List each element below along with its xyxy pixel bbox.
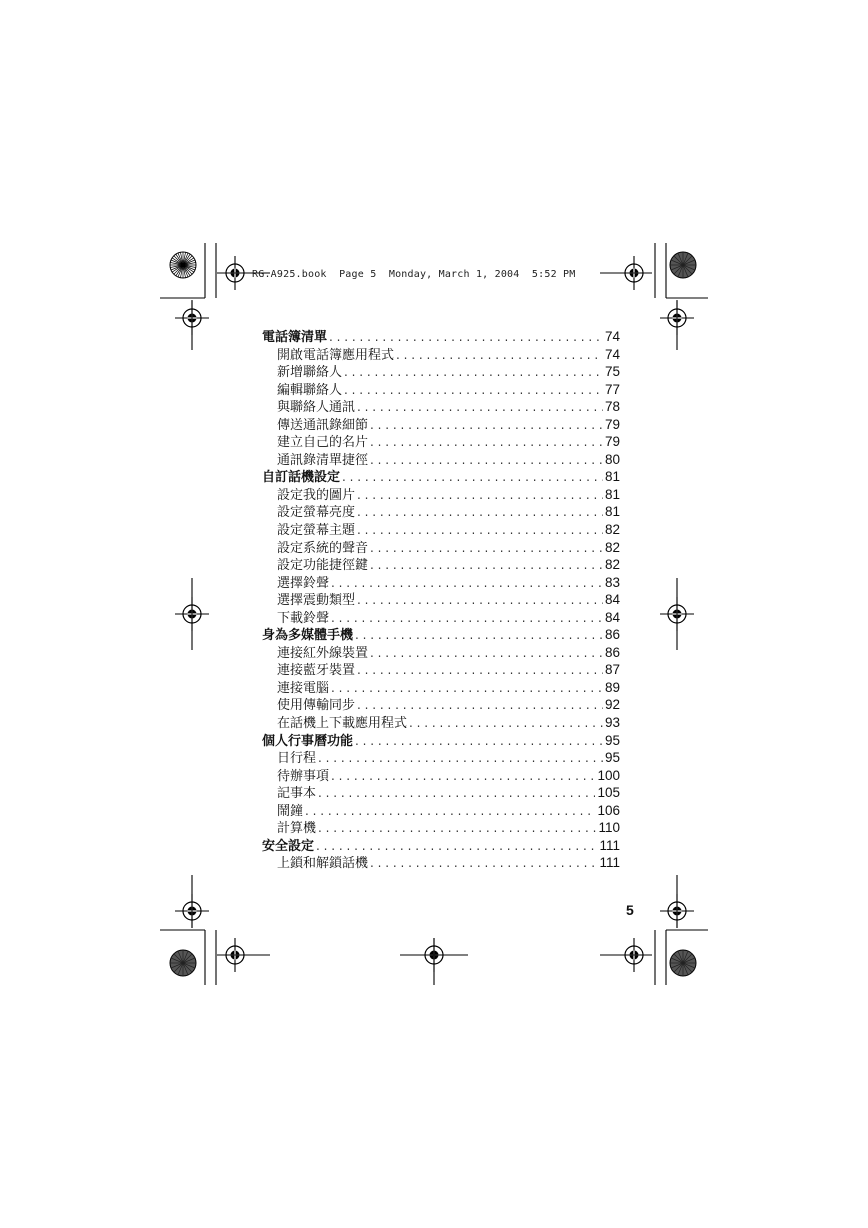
dot-leader [331, 768, 595, 786]
dot-leader [370, 417, 603, 435]
toc-section-entry [262, 626, 620, 644]
toc-entry [262, 503, 620, 521]
toc-section-entry [262, 468, 620, 486]
toc-entry-page: 82 [604, 557, 620, 573]
toc-entry-page: 75 [604, 364, 620, 380]
dot-leader [357, 662, 603, 680]
toc-entry-page: 83 [604, 574, 620, 590]
dot-leader [370, 645, 603, 663]
table-of-contents [262, 328, 620, 872]
dot-leader [331, 610, 603, 628]
toc-entry-title: 自訂話機設定 [262, 470, 341, 486]
dot-leader [396, 347, 603, 365]
toc-entry [262, 363, 620, 381]
toc-entry-page: 87 [604, 662, 620, 678]
toc-section-entry [262, 837, 620, 855]
dot-leader [316, 838, 597, 856]
dot-leader [409, 715, 603, 733]
toc-entry-title: 使用傳輸同步 [277, 698, 356, 714]
toc-entry-title: 個人行事曆功能 [262, 733, 354, 749]
book-header: RG.A925.book Page 5 Monday, March 1, 2004 5:52 PM [252, 269, 576, 280]
toc-entry [262, 346, 620, 364]
dot-leader [357, 522, 603, 540]
dot-leader [318, 785, 595, 803]
dot-leader [355, 733, 603, 751]
toc-entry-page: 93 [604, 715, 620, 731]
toc-entry [262, 433, 620, 451]
page-number: 5 [626, 902, 634, 918]
toc-entry-title: 新增聯絡人 [277, 365, 343, 381]
toc-entry [262, 591, 620, 609]
toc-entry-page: 106 [597, 802, 620, 818]
dot-leader [370, 855, 597, 873]
dot-leader [318, 820, 596, 838]
toc-entry-title: 電話簿清單 [262, 330, 328, 345]
toc-entry-page: 89 [604, 679, 620, 695]
toc-entry-page: 82 [604, 522, 620, 538]
toc-entry-title: 連接電腦 [277, 680, 330, 696]
dot-leader [357, 504, 603, 522]
toc-entry-page: 79 [604, 434, 620, 450]
toc-entry-page: 79 [604, 416, 620, 432]
toc-entry [262, 661, 620, 679]
dot-leader [342, 469, 603, 487]
toc-entry-page: 81 [604, 486, 620, 502]
dot-leader [331, 680, 603, 698]
toc-entry [262, 486, 620, 504]
toc-entry [262, 609, 620, 627]
toc-entry-title: 編輯聯絡人 [277, 382, 343, 398]
dot-leader [305, 803, 595, 821]
toc-entry [262, 749, 620, 767]
toc-entry [262, 784, 620, 802]
toc-entry [262, 556, 620, 574]
toc-entry-title: 待辦事項 [277, 768, 330, 784]
toc-entry-title: 與聯絡人通訊 [277, 400, 356, 416]
toc-entry [262, 416, 620, 434]
toc-entry-title: 記事本 [277, 786, 317, 802]
toc-entry-page: 78 [604, 399, 620, 415]
toc-entry-title: 下載鈴聲 [277, 610, 330, 626]
dot-leader [370, 434, 603, 452]
toc-entry-page: 81 [604, 504, 620, 520]
toc-entry-title: 設定螢幕亮度 [277, 505, 356, 521]
toc-entry-title: 設定螢幕主題 [277, 523, 356, 539]
toc-entry-title: 傳送通訊錄細節 [277, 417, 369, 433]
toc-entry-page: 81 [604, 469, 620, 485]
toc-section-entry [262, 732, 620, 750]
toc-entry-page: 74 [604, 346, 620, 362]
toc-entry-title: 選擇震動類型 [277, 593, 356, 609]
toc-entry-page: 92 [604, 697, 620, 713]
dot-leader [357, 592, 603, 610]
toc-entry-page: 86 [604, 627, 620, 643]
toc-entry-page: 84 [604, 609, 620, 625]
toc-entry-page: 74 [604, 329, 620, 344]
toc-entry [262, 696, 620, 714]
toc-section-entry [262, 328, 620, 346]
dot-leader [357, 697, 603, 715]
toc-entry [262, 854, 620, 872]
dot-leader [357, 487, 603, 505]
toc-entry-title: 連接紅外線裝置 [277, 645, 369, 661]
toc-entry-title: 連接藍牙裝置 [277, 663, 356, 679]
toc-entry-page: 86 [604, 644, 620, 660]
toc-entry-title: 開啟電話簿應用程式 [277, 347, 395, 363]
toc-entry-page: 111 [599, 837, 620, 853]
toc-entry [262, 521, 620, 539]
dot-leader [357, 399, 603, 417]
toc-entry-title: 通訊錄清單捷徑 [277, 452, 369, 468]
toc-entry [262, 451, 620, 469]
toc-entry-page: 84 [604, 592, 620, 608]
toc-entry-title: 日行程 [277, 751, 317, 767]
toc-entry [262, 679, 620, 697]
dot-leader [355, 627, 603, 645]
toc-entry-title: 設定我的圖片 [277, 487, 356, 503]
dot-leader [370, 540, 603, 558]
toc-entry-title: 設定功能捷徑鍵 [277, 558, 369, 574]
dot-leader [344, 382, 603, 400]
toc-entry-page: 95 [604, 750, 620, 766]
dot-leader [370, 557, 603, 575]
toc-entry-title: 安全設定 [262, 838, 315, 854]
toc-entry-page: 111 [599, 855, 620, 871]
toc-entry-title: 計算機 [277, 821, 317, 837]
toc-entry-title: 設定系統的聲音 [277, 540, 369, 556]
toc-entry-title: 鬧鐘 [277, 803, 304, 819]
dot-leader [344, 364, 603, 382]
toc-entry-page: 77 [604, 381, 620, 397]
toc-entry-title: 上鎖和解鎖話機 [277, 856, 369, 872]
toc-entry [262, 574, 620, 592]
dot-leader [318, 750, 603, 768]
toc-entry-page: 110 [598, 820, 620, 836]
toc-entry [262, 539, 620, 557]
toc-entry-title: 在話機上下載應用程式 [277, 716, 408, 732]
toc-entry [262, 714, 620, 732]
toc-entry-page: 80 [604, 451, 620, 467]
dot-leader [329, 329, 603, 347]
toc-entry [262, 644, 620, 662]
dot-leader [370, 452, 603, 470]
toc-entry [262, 802, 620, 820]
toc-entry-title: 身為多媒體手機 [262, 628, 354, 644]
toc-entry [262, 381, 620, 399]
toc-entry-title: 選擇鈴聲 [277, 575, 330, 591]
toc-entry [262, 398, 620, 416]
toc-entry-page: 95 [604, 732, 620, 748]
dot-leader [331, 575, 603, 593]
toc-entry [262, 767, 620, 785]
toc-entry [262, 819, 620, 837]
toc-entry-page: 105 [597, 785, 620, 801]
toc-entry-page: 100 [597, 767, 620, 783]
toc-entry-page: 82 [604, 539, 620, 555]
toc-entry-title: 建立自己的名片 [277, 435, 369, 451]
